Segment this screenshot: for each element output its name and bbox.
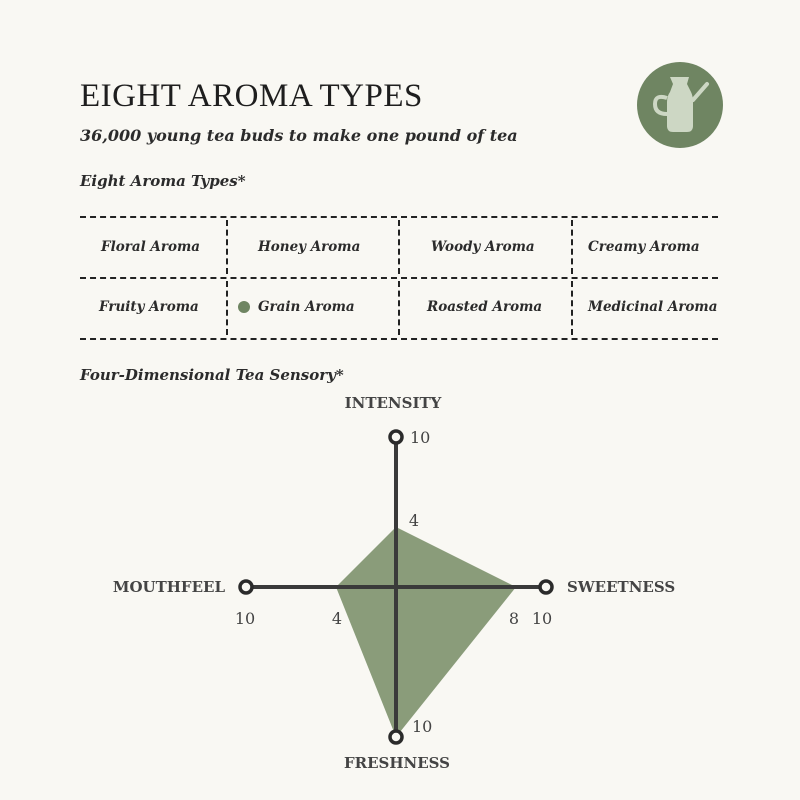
- aroma-woody: Woody Aroma: [431, 239, 535, 255]
- aroma-creamy: Creamy Aroma: [588, 239, 700, 255]
- axis-endpoint-mouthfeel: [240, 581, 252, 593]
- axis-label-freshness: FRESHNESS: [343, 754, 451, 772]
- tick-label-value-sweetness: 8: [508, 609, 520, 628]
- page-title: EIGHT AROMA TYPES: [80, 78, 423, 114]
- aroma-section-heading: Eight Aroma Types*: [80, 172, 246, 190]
- tick-label-value-mouthfeel: 4: [331, 609, 343, 628]
- aroma-grain: Grain Aroma: [238, 278, 355, 336]
- axis-label-sweetness: SWEETNESS: [567, 578, 676, 596]
- aroma-medicinal: Medicinal Aroma: [588, 299, 718, 315]
- tick-label-max-mouthfeel: 10: [234, 609, 256, 628]
- aroma-fruity: Fruity Aroma: [99, 299, 199, 315]
- aroma-floral: Floral Aroma: [101, 239, 201, 255]
- sensory-area: [336, 527, 516, 737]
- tick-label-max-intensity: 10: [410, 428, 431, 447]
- axis-endpoint-freshness: [390, 731, 402, 743]
- page-subtitle: 36,000 young tea buds to make one pound of tea: [80, 126, 518, 145]
- tick-label-max-sweetness: 10: [531, 609, 553, 628]
- sensory-section-heading: Four-Dimensional Tea Sensory*: [80, 366, 344, 384]
- aroma-roasted: Roasted Aroma: [427, 299, 543, 315]
- axis-label-mouthfeel: MOUTHFEEL: [112, 578, 225, 596]
- axis-endpoint-sweetness: [540, 581, 552, 593]
- axis-label-intensity: INTENSITY: [344, 394, 442, 412]
- aroma-honey: Honey Aroma: [258, 239, 361, 255]
- tick-label-value-intensity: 4: [408, 511, 420, 530]
- tick-label-max-freshness: 10: [412, 717, 433, 736]
- axis-endpoint-intensity: [390, 431, 402, 443]
